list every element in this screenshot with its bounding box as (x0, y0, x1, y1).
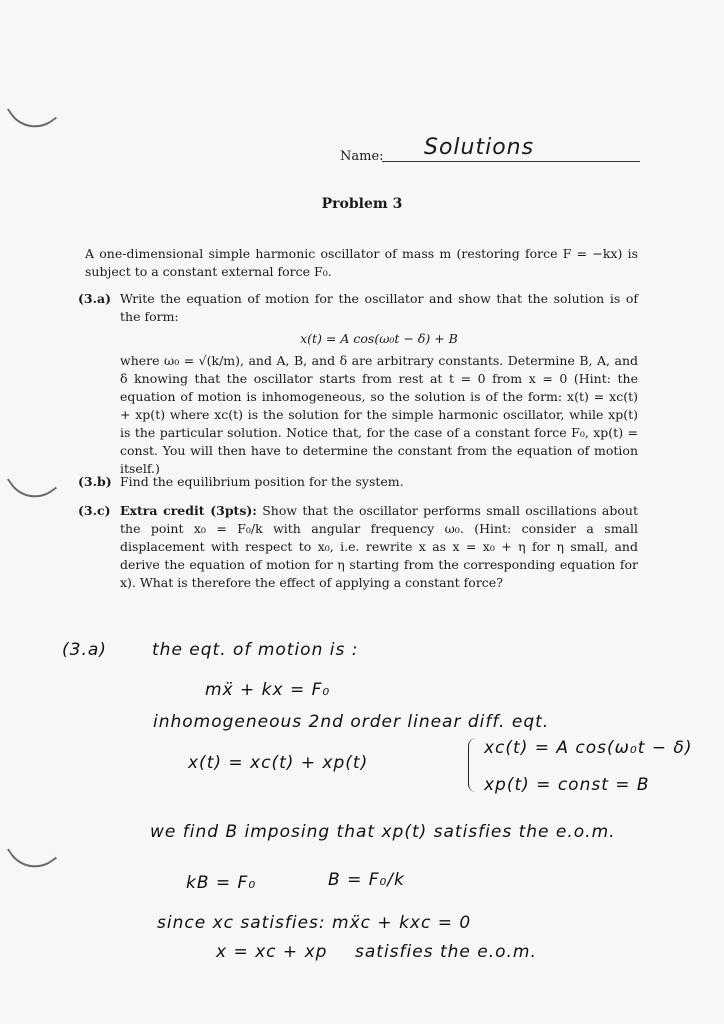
hand-line: the eqt. of motion is : (152, 640, 359, 660)
part-text: Write the equation of motion for the oscillator and show that the solution is of the form: (120, 291, 638, 324)
hand-equation: B = F₀/k (328, 870, 405, 890)
hand-line: satisfies the e.o.m. (355, 942, 537, 962)
hand-line: since xc satisfies: mẍc + kxc = 0 (157, 913, 472, 933)
part-equation: x(t) = A cos(ω₀t − δ) + B (300, 331, 458, 346)
hand-brace (468, 738, 479, 792)
binder-hole (7, 459, 57, 509)
part-3a (78, 290, 638, 478)
part-3c (78, 502, 638, 592)
binder-hole (7, 89, 57, 139)
name-value: Solutions (424, 135, 535, 160)
hand-equation: x = xc + xp (216, 942, 328, 962)
hand-equation: xp(t) = const = B (484, 775, 650, 795)
part-bold-lead: Extra credit (3pts): (120, 503, 257, 518)
part-label: (3.a) (78, 291, 111, 306)
hand-equation: x(t) = xc(t) + xp(t) (188, 753, 369, 773)
hand-line: we find B imposing that xp(t) satisfies the e.o.m. (150, 822, 616, 842)
hand-line: inhomogeneous 2nd order linear diff. eqt. (153, 712, 550, 732)
part-text: Show that the oscillator performs small oscillations about the point x₀ = F₀/k with angular frequency ω₀. (Hint: consider a small displacement with respect to x₀, i.e. rewrite x as x = x₀ + η for η small, and derive the equation of motion for η starting from the corresponding equation for x). What is therefore the effect of applying a constant force? (120, 503, 638, 590)
part-text: Find the equilibrium position for the system. (120, 474, 404, 489)
hand-equation: mẍ + kx = F₀ (205, 680, 331, 700)
part-label: (3.b) (78, 474, 112, 489)
part-label: (3.c) (78, 503, 111, 518)
problem-title: Problem 3 (321, 196, 403, 212)
name-underline (382, 161, 640, 162)
problem-intro: A one-dimensional simple harmonic oscillator of mass m (restoring force F = −kx) is subject to a constant external force F₀. (85, 246, 638, 279)
name-label: Name: (340, 149, 384, 164)
hand-label: (3.a) (62, 640, 107, 660)
part-text: where ω₀ = √(k/m), and A, B, and δ are arbitrary constants. Determine B, A, and δ knowing that the oscillator starts from rest at t = 0 from x = 0 (Hint: the equation of motion is inhomogeneous, so the solution is of the form: x(t) = xc(t) + xp(t) where xc(t) is the solution for the simple harmonic oscillator, while xp(t) is the particular solution. Notice that, for the case of a constant force F₀, xp(t) = const. You will then have to determine the constant from the equation of motion itself.) (120, 353, 638, 476)
part-3b (78, 473, 638, 491)
hand-equation: xc(t) = A cos(ω₀t − δ) (484, 738, 693, 758)
name-field (340, 135, 640, 168)
binder-hole (7, 829, 57, 879)
hand-equation: kB = F₀ (186, 873, 257, 893)
